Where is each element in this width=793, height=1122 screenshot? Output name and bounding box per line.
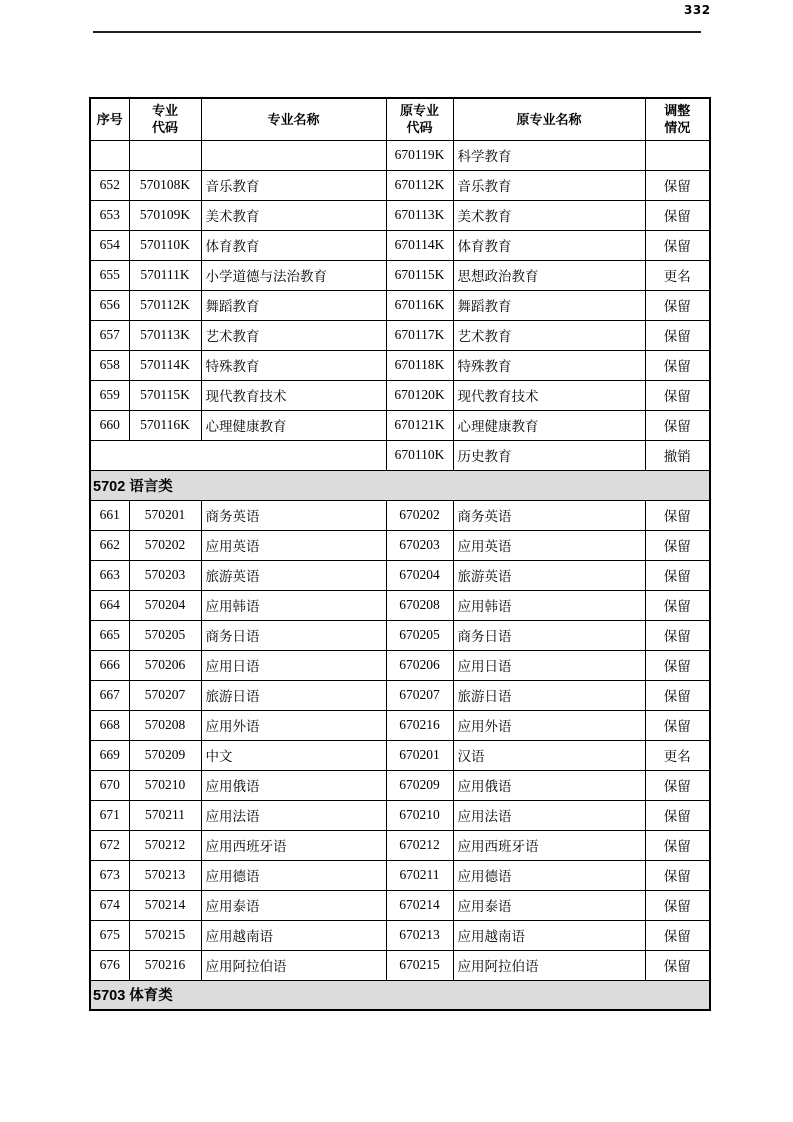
- table-row: [90, 560, 710, 590]
- old-name-cell: 商务英语: [453, 500, 645, 530]
- status-cell: 保留: [645, 590, 710, 620]
- table-body: [90, 140, 710, 1010]
- old-code-cell: 670208: [386, 590, 453, 620]
- no-cell: 663: [90, 560, 129, 590]
- old-name-cell: 美术教育: [453, 200, 645, 230]
- old-name-cell: 科学教育: [453, 140, 645, 170]
- name-cell: 应用日语: [201, 650, 386, 680]
- no-cell: 658: [90, 350, 129, 380]
- header-no: [90, 98, 129, 140]
- old-code-cell: 670120K: [386, 380, 453, 410]
- old-code-cell: 670119K: [386, 140, 453, 170]
- old-code-cell: 670121K: [386, 410, 453, 440]
- section-label: 5702 语言类: [90, 470, 710, 500]
- header-old-code-label-line1: 原专业: [399, 103, 439, 119]
- table-row: [90, 380, 710, 410]
- old-name-cell: 应用德语: [453, 860, 645, 890]
- header-status: [645, 98, 710, 140]
- no-cell: 660: [90, 410, 129, 440]
- status-cell: 保留: [645, 230, 710, 260]
- status-cell: 保留: [645, 350, 710, 380]
- old-name-cell: 应用越南语: [453, 920, 645, 950]
- code-cell: 570109K: [129, 200, 201, 230]
- table-row: [90, 620, 710, 650]
- status-cell: 保留: [645, 200, 710, 230]
- old-code-cell: 670210: [386, 800, 453, 830]
- no-cell: 676: [90, 950, 129, 980]
- old-name-cell: 应用俄语: [453, 770, 645, 800]
- name-cell: [201, 140, 386, 170]
- old-name-cell: 特殊教育: [453, 350, 645, 380]
- name-cell: 舞蹈教育: [201, 290, 386, 320]
- old-code-cell: 670216: [386, 710, 453, 740]
- header-old-name-label: 原专业名称: [516, 111, 582, 127]
- no-cell: 671: [90, 800, 129, 830]
- header-row: [90, 98, 710, 140]
- no-cell: 669: [90, 740, 129, 770]
- name-cell: 旅游日语: [201, 680, 386, 710]
- old-name-cell: 商务日语: [453, 620, 645, 650]
- table-row: [90, 590, 710, 620]
- name-cell: 心理健康教育: [201, 410, 386, 440]
- name-cell: 应用外语: [201, 710, 386, 740]
- table-row: [90, 800, 710, 830]
- majors-adjustment-table: [89, 97, 711, 1011]
- section-row: [90, 980, 710, 1010]
- table-row: [90, 260, 710, 290]
- table-row: [90, 920, 710, 950]
- code-cell: 570203: [129, 560, 201, 590]
- no-cell: 654: [90, 230, 129, 260]
- header-old-code-label-line2: 代码: [406, 120, 433, 136]
- code-cell: 570205: [129, 620, 201, 650]
- header-old-code: [386, 98, 453, 140]
- code-cell: 570115K: [129, 380, 201, 410]
- table-row: [90, 140, 710, 170]
- table-row: [90, 890, 710, 920]
- name-cell: 艺术教育: [201, 320, 386, 350]
- old-code-cell: 670112K: [386, 170, 453, 200]
- old-name-cell: 旅游日语: [453, 680, 645, 710]
- old-code-cell: 670209: [386, 770, 453, 800]
- old-code-cell: 670214: [386, 890, 453, 920]
- code-cell: 570212: [129, 830, 201, 860]
- name-cell: 美术教育: [201, 200, 386, 230]
- no-cell: 655: [90, 260, 129, 290]
- code-cell: 570214: [129, 890, 201, 920]
- old-name-cell: 思想政治教育: [453, 260, 645, 290]
- no-cell: 652: [90, 170, 129, 200]
- table-row: [90, 860, 710, 890]
- status-cell: 保留: [645, 410, 710, 440]
- no-cell: 657: [90, 320, 129, 350]
- name-cell: 现代教育技术: [201, 380, 386, 410]
- no-cell: 656: [90, 290, 129, 320]
- old-code-cell: 670202: [386, 500, 453, 530]
- code-cell: 570208: [129, 710, 201, 740]
- status-cell: 保留: [645, 320, 710, 350]
- no-cell: 665: [90, 620, 129, 650]
- name-cell: 应用法语: [201, 800, 386, 830]
- code-cell: 570110K: [129, 230, 201, 260]
- status-cell: 保留: [645, 860, 710, 890]
- table-header: [90, 98, 710, 140]
- old-code-cell: 670212: [386, 830, 453, 860]
- no-cell: 659: [90, 380, 129, 410]
- header-status-label-line2: 情况: [664, 120, 691, 136]
- status-cell: 更名: [645, 260, 710, 290]
- name-cell: 体育教育: [201, 230, 386, 260]
- status-cell: 保留: [645, 650, 710, 680]
- status-cell: 保留: [645, 890, 710, 920]
- no-cell: 672: [90, 830, 129, 860]
- section-label: 5703 体育类: [90, 980, 710, 1010]
- old-name-cell: 应用外语: [453, 710, 645, 740]
- code-cell: 570202: [129, 530, 201, 560]
- table-row: [90, 290, 710, 320]
- name-cell: 应用俄语: [201, 770, 386, 800]
- status-cell: 保留: [645, 560, 710, 590]
- table-row: [90, 830, 710, 860]
- old-code-cell: 670215: [386, 950, 453, 980]
- table-row: [90, 680, 710, 710]
- table-row: [90, 410, 710, 440]
- header-status-label-line1: 调整: [664, 103, 691, 119]
- status-cell: 更名: [645, 740, 710, 770]
- old-code-cell: 670113K: [386, 200, 453, 230]
- old-name-cell: 音乐教育: [453, 170, 645, 200]
- old-code-cell: 670205: [386, 620, 453, 650]
- status-cell: 撤销: [645, 440, 710, 470]
- page-number: 332: [684, 3, 711, 17]
- table-row: [90, 440, 710, 470]
- table-row: [90, 170, 710, 200]
- table-row: [90, 200, 710, 230]
- table-row: [90, 950, 710, 980]
- old-name-cell: 应用西班牙语: [453, 830, 645, 860]
- status-cell: 保留: [645, 500, 710, 530]
- name-cell: 应用越南语: [201, 920, 386, 950]
- no-cell: 664: [90, 590, 129, 620]
- old-code-cell: 670213: [386, 920, 453, 950]
- no-cell: 653: [90, 200, 129, 230]
- old-name-cell: 体育教育: [453, 230, 645, 260]
- section-row: [90, 470, 710, 500]
- old-code-cell: 670204: [386, 560, 453, 590]
- status-cell: 保留: [645, 800, 710, 830]
- no-cell: 674: [90, 890, 129, 920]
- code-cell: 570108K: [129, 170, 201, 200]
- status-cell: [645, 140, 710, 170]
- name-cell: 中文: [201, 740, 386, 770]
- table-row: [90, 350, 710, 380]
- no-cell: 662: [90, 530, 129, 560]
- status-cell: 保留: [645, 680, 710, 710]
- old-name-cell: 应用泰语: [453, 890, 645, 920]
- table-row: [90, 740, 710, 770]
- name-cell: 应用西班牙语: [201, 830, 386, 860]
- header-code-label-line1: 专业: [151, 103, 178, 119]
- status-cell: 保留: [645, 920, 710, 950]
- status-cell: 保留: [645, 290, 710, 320]
- table-row: [90, 770, 710, 800]
- old-code-cell: 670110K: [386, 440, 453, 470]
- no-cell: 661: [90, 500, 129, 530]
- name-cell: 商务英语: [201, 500, 386, 530]
- old-name-cell: 心理健康教育: [453, 410, 645, 440]
- code-cell: 570116K: [129, 410, 201, 440]
- old-name-cell: 应用阿拉伯语: [453, 950, 645, 980]
- old-name-cell: 应用法语: [453, 800, 645, 830]
- code-cell: 570207: [129, 680, 201, 710]
- no-cell: 675: [90, 920, 129, 950]
- old-name-cell: 应用日语: [453, 650, 645, 680]
- name-cell: 旅游英语: [201, 560, 386, 590]
- no-cell: [90, 140, 129, 170]
- old-code-cell: 670118K: [386, 350, 453, 380]
- no-cell: 667: [90, 680, 129, 710]
- old-name-cell: 汉语: [453, 740, 645, 770]
- old-name-cell: 旅游英语: [453, 560, 645, 590]
- code-cell: 570211: [129, 800, 201, 830]
- name-cell: 应用英语: [201, 530, 386, 560]
- table-row: [90, 320, 710, 350]
- name-cell: 应用德语: [201, 860, 386, 890]
- table-row: [90, 650, 710, 680]
- old-name-cell: 历史教育: [453, 440, 645, 470]
- table-row: [90, 500, 710, 530]
- name-cell: 应用泰语: [201, 890, 386, 920]
- name-cell: 小学道德与法治教育: [201, 260, 386, 290]
- status-cell: 保留: [645, 710, 710, 740]
- code-cell: [129, 140, 201, 170]
- code-cell: 570209: [129, 740, 201, 770]
- old-code-cell: 670201: [386, 740, 453, 770]
- no-cell: 668: [90, 710, 129, 740]
- status-cell: 保留: [645, 170, 710, 200]
- code-cell: 570112K: [129, 290, 201, 320]
- code-cell: 570216: [129, 950, 201, 980]
- old-code-cell: 670211: [386, 860, 453, 890]
- empty-merged-cell: [90, 440, 386, 470]
- code-cell: 570114K: [129, 350, 201, 380]
- old-code-cell: 670115K: [386, 260, 453, 290]
- no-cell: 673: [90, 860, 129, 890]
- name-cell: 应用阿拉伯语: [201, 950, 386, 980]
- code-cell: 570201: [129, 500, 201, 530]
- old-code-cell: 670207: [386, 680, 453, 710]
- header-no-label: 序号: [96, 111, 123, 127]
- old-code-cell: 670117K: [386, 320, 453, 350]
- code-cell: 570113K: [129, 320, 201, 350]
- header-name: [201, 98, 386, 140]
- header-name-label: 专业名称: [267, 111, 320, 127]
- table-row: [90, 710, 710, 740]
- old-code-cell: 670206: [386, 650, 453, 680]
- table-row: [90, 230, 710, 260]
- name-cell: 特殊教育: [201, 350, 386, 380]
- status-cell: 保留: [645, 380, 710, 410]
- status-cell: 保留: [645, 770, 710, 800]
- header-code-label-line2: 代码: [151, 120, 178, 136]
- header-old-name: [453, 98, 645, 140]
- code-cell: 570111K: [129, 260, 201, 290]
- code-cell: 570206: [129, 650, 201, 680]
- old-name-cell: 应用韩语: [453, 590, 645, 620]
- code-cell: 570204: [129, 590, 201, 620]
- old-name-cell: 艺术教育: [453, 320, 645, 350]
- old-name-cell: 舞蹈教育: [453, 290, 645, 320]
- name-cell: 音乐教育: [201, 170, 386, 200]
- old-code-cell: 670203: [386, 530, 453, 560]
- name-cell: 商务日语: [201, 620, 386, 650]
- status-cell: 保留: [645, 830, 710, 860]
- status-cell: 保留: [645, 530, 710, 560]
- code-cell: 570210: [129, 770, 201, 800]
- table-row: [90, 530, 710, 560]
- old-name-cell: 现代教育技术: [453, 380, 645, 410]
- header-code: [129, 98, 201, 140]
- old-name-cell: 应用英语: [453, 530, 645, 560]
- status-cell: 保留: [645, 950, 710, 980]
- old-code-cell: 670116K: [386, 290, 453, 320]
- status-cell: 保留: [645, 620, 710, 650]
- no-cell: 666: [90, 650, 129, 680]
- old-code-cell: 670114K: [386, 230, 453, 260]
- name-cell: 应用韩语: [201, 590, 386, 620]
- header-rule: [93, 31, 701, 33]
- code-cell: 570213: [129, 860, 201, 890]
- no-cell: 670: [90, 770, 129, 800]
- code-cell: 570215: [129, 920, 201, 950]
